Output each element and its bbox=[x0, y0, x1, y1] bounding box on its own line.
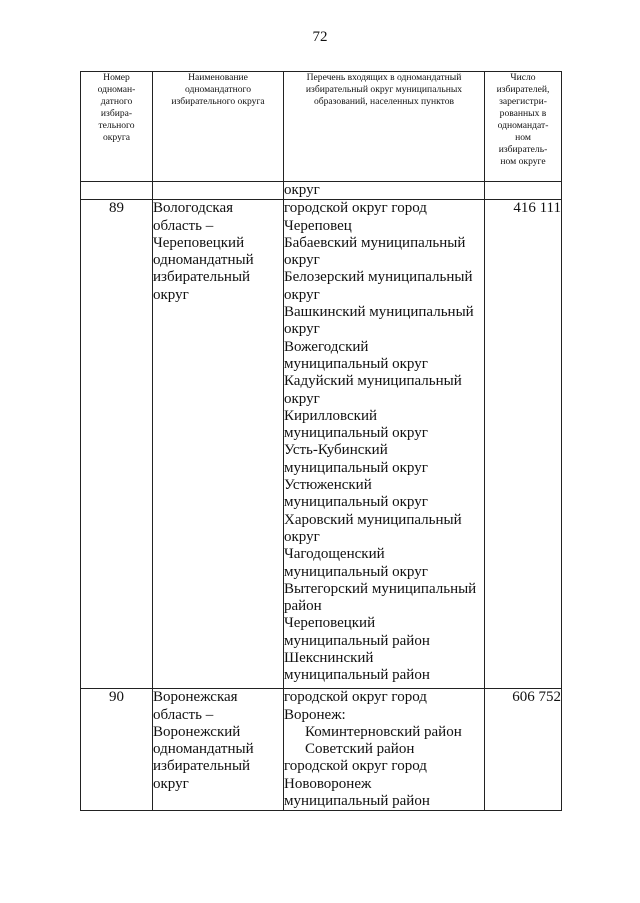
continuation-text: округ bbox=[284, 182, 485, 200]
district-number: 89 bbox=[81, 200, 153, 689]
municipalities-list: городской округ город Череповец Бабаевский муниципальный округ Белозерский муниципальный округ Вашкинский муниципальный округ Вожегодский муниципальный округ Кадуйский муниципальный округ Кирилловский муниципальный округ Усть-Кубинский муниципальный округ Устюженский муниципальный округ Харовский муниципальный округ Чагодощенский муниципальный округ Вытегорский муниципальный район Череповецкий муниципальный район Шекснинский муниципальный район bbox=[284, 200, 485, 689]
voter-count: 416 111 bbox=[485, 200, 562, 689]
municipalities-list: городской округ город Воронеж: Коминтерновский район Советский район городской округ город Нововоронеж муниципальный район bbox=[284, 689, 485, 811]
continuation-row bbox=[81, 182, 562, 200]
header-municipalities-list: Перечень входящих в одномандатный избирательный округ муниципальных образований, населенных пунктов bbox=[284, 72, 485, 182]
districts-table bbox=[80, 71, 562, 811]
table-header-row bbox=[81, 72, 562, 182]
header-voter-count: Число избирателей, зарегистри- рованных в одномандат- ном избиратель- ном округе bbox=[485, 72, 562, 182]
district-name: Воронежская область – Воронежский одномандатный избирательный округ bbox=[153, 689, 284, 811]
header-district-name: Наименование одномандатного избирательного округа bbox=[153, 72, 284, 182]
district-number: 90 bbox=[81, 689, 153, 811]
header-district-number: Номер одноман- датного избира- тельного округа bbox=[81, 72, 153, 182]
voter-count: 606 752 bbox=[485, 689, 562, 811]
table-row bbox=[81, 200, 562, 689]
district-name: Вологодская область – Череповецкий одномандатный избирательный округ bbox=[153, 200, 284, 689]
page-number: 72 bbox=[312, 29, 328, 45]
table-row bbox=[81, 689, 562, 811]
